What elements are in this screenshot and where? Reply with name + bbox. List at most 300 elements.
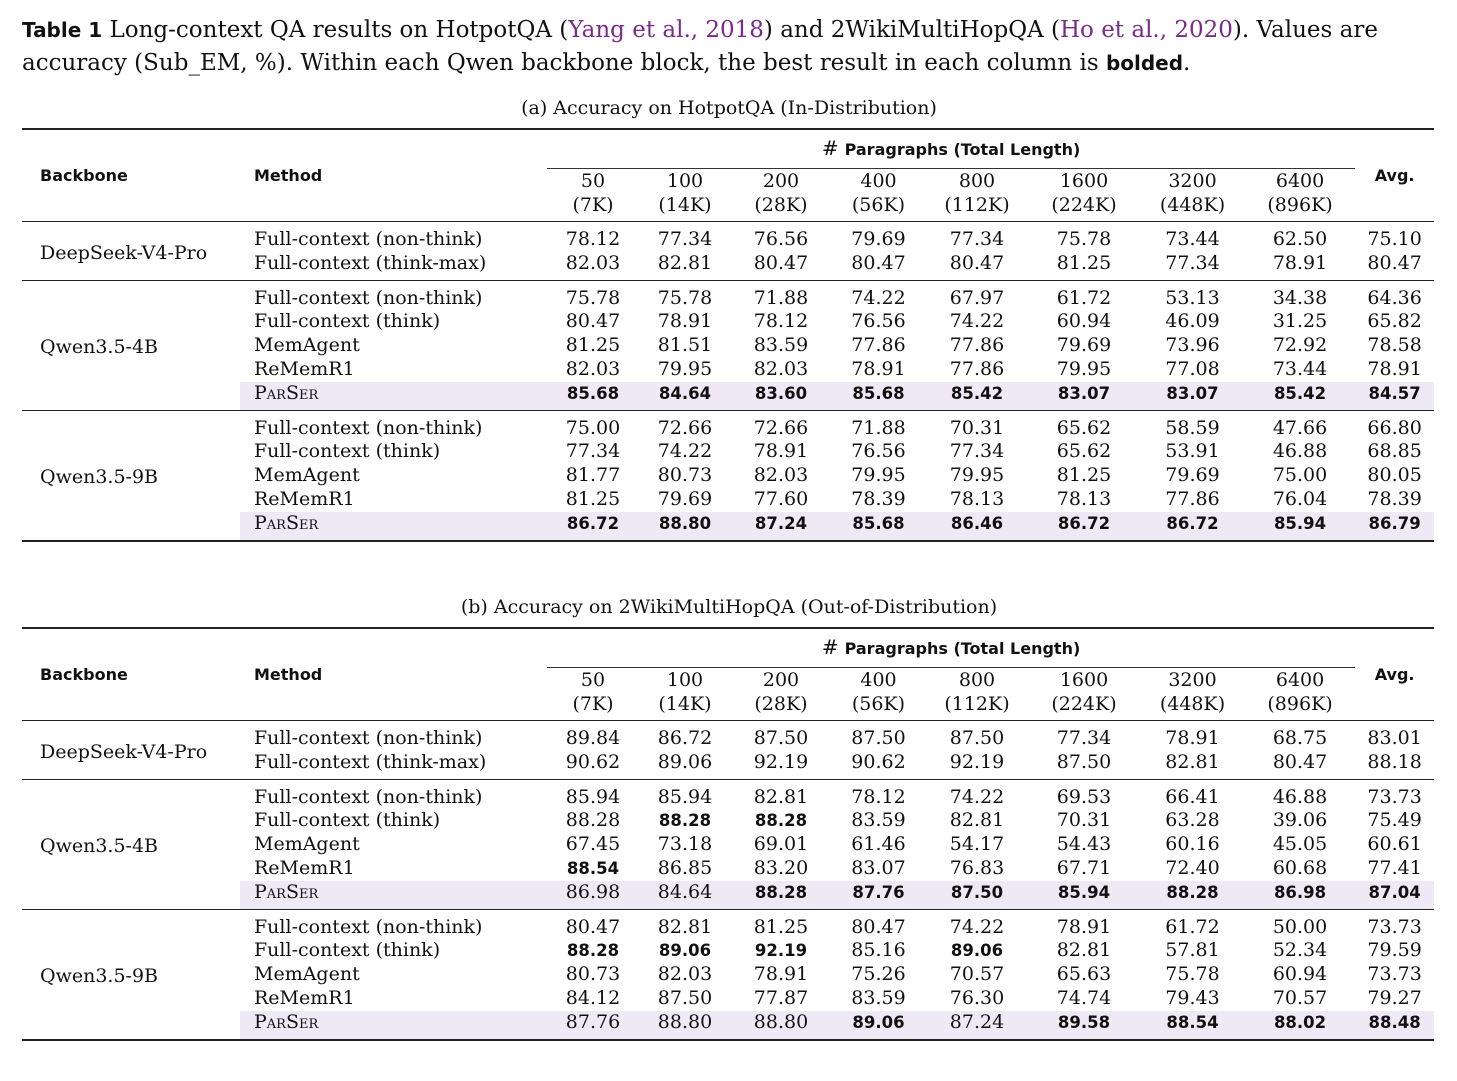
value-cell: 87.50 <box>831 721 926 751</box>
value-cell: 75.78 <box>1165 963 1220 986</box>
value-cell: 60.16 <box>1165 833 1220 856</box>
value-cell: 85.68 <box>831 512 926 541</box>
value-cell: 86.72 <box>639 721 731 751</box>
value-cell: 85.68 <box>831 382 926 410</box>
value-cell: 83.01 <box>1355 721 1434 751</box>
value-cell: 75.00 <box>1272 464 1328 487</box>
value-cell: 82.81 <box>657 251 713 274</box>
method-label: Full-context (non-think) <box>240 909 547 939</box>
value-cell: 80.73 <box>657 464 713 487</box>
caption-text-1: Long-context QA results on HotpotQA ( <box>102 17 569 43</box>
column-header-length: (14K) <box>658 194 712 216</box>
value-cell: 75.78 <box>639 280 731 310</box>
value-cell: 67.45 <box>565 833 621 856</box>
method-label: ReMemR1 <box>254 856 355 879</box>
column-header-method: Method <box>254 165 323 185</box>
value-cell: 90.62 <box>565 750 621 773</box>
value-cell: 78.91 <box>1272 251 1328 274</box>
value-cell: 88.54 <box>566 858 620 878</box>
value-cell: 80.05 <box>1367 464 1422 487</box>
value-cell: 76.83 <box>949 856 1005 879</box>
column-header-avg: Avg. <box>1374 165 1415 185</box>
value-cell: 65.62 <box>1028 410 1140 440</box>
value-cell: 76.04 <box>1272 487 1328 510</box>
method-label: Full-context (non-think) <box>240 779 547 809</box>
value-cell: 83.07 <box>1140 382 1245 410</box>
value-cell: 82.03 <box>753 357 809 380</box>
column-header-count: 6400 <box>1245 169 1355 194</box>
column-header-length: (14K) <box>658 693 712 715</box>
column-header-count: 50 <box>547 169 639 194</box>
method-label: Full-context (non-think) <box>240 721 547 751</box>
value-cell: 78.91 <box>753 963 809 986</box>
value-cell: 74.22 <box>926 909 1028 939</box>
column-header-length: (7K) <box>572 194 614 216</box>
method-label: Full-context (non-think) <box>240 410 547 440</box>
column-header-paragraphs <box>547 129 1355 169</box>
value-cell: 72.92 <box>1272 334 1328 357</box>
value-cell: 64.36 <box>1355 280 1434 310</box>
value-cell: 53.91 <box>1165 440 1220 463</box>
value-cell: 88.54 <box>1140 1011 1245 1040</box>
value-cell: 88.80 <box>639 512 731 541</box>
value-cell: 77.34 <box>1028 721 1140 751</box>
column-header-length: (112K) <box>944 693 1010 715</box>
value-cell: 79.69 <box>831 222 926 252</box>
value-cell: 73.44 <box>1272 357 1328 380</box>
value-cell: 70.31 <box>1056 809 1112 832</box>
backbone-label: Qwen3.5-9B <box>22 410 240 540</box>
backbone-label: DeepSeek-V4-Pro <box>22 721 240 780</box>
value-cell: 46.88 <box>1245 779 1355 809</box>
value-cell: 68.85 <box>1367 440 1422 463</box>
value-cell: 88.28 <box>754 811 808 831</box>
caption-bold-word: bolded <box>1105 51 1184 75</box>
value-cell: 78.12 <box>547 222 639 252</box>
hash-symbol: # <box>821 136 839 160</box>
method-label: ReMemR1 <box>254 487 355 510</box>
value-cell: 89.58 <box>1028 1011 1140 1040</box>
value-cell: 78.91 <box>1140 721 1245 751</box>
value-cell: 83.07 <box>1028 382 1140 410</box>
value-cell: 78.91 <box>1367 357 1422 380</box>
value-cell: 82.81 <box>639 909 731 939</box>
value-cell: 85.68 <box>547 382 639 410</box>
value-cell: 80.47 <box>565 310 621 333</box>
value-cell: 85.94 <box>1245 512 1355 541</box>
column-header-length: (112K) <box>944 194 1010 216</box>
method-label: ParSer <box>240 382 547 410</box>
value-cell: 72.40 <box>1165 856 1220 879</box>
value-cell: 60.94 <box>1056 310 1112 333</box>
value-cell: 88.28 <box>658 811 712 831</box>
value-cell: 54.17 <box>949 833 1005 856</box>
value-cell: 83.60 <box>731 382 831 410</box>
method-label: Full-context (think-max) <box>254 251 487 274</box>
column-header-count: 200 <box>731 169 831 194</box>
value-cell: 87.50 <box>926 721 1028 751</box>
value-cell: 87.50 <box>1056 750 1112 773</box>
value-cell: 85.42 <box>1245 382 1355 410</box>
column-header-length: (448K) <box>1159 194 1226 216</box>
column-header-backbone: Backbone <box>40 165 128 185</box>
value-cell: 62.50 <box>1245 222 1355 252</box>
value-cell: 74.22 <box>926 779 1028 809</box>
value-cell: 82.81 <box>1056 939 1112 962</box>
value-cell: 60.94 <box>1272 963 1328 986</box>
column-header-count: 6400 <box>1245 668 1355 693</box>
value-cell: 88.80 <box>639 1011 731 1040</box>
value-cell: 45.05 <box>1272 833 1328 856</box>
citation-link-yang[interactable]: Yang et al., 2018 <box>568 17 764 43</box>
value-cell: 70.57 <box>949 963 1005 986</box>
table-a-subtitle: (a) Accuracy on HotpotQA (In-Distribution) <box>521 97 937 119</box>
method-label: Full-context (think) <box>254 310 441 333</box>
value-cell: 92.19 <box>949 750 1005 773</box>
value-cell: 85.94 <box>639 779 731 809</box>
value-cell: 61.46 <box>851 833 906 856</box>
value-cell: 84.64 <box>639 382 731 410</box>
method-label: ParSer <box>240 881 547 909</box>
method-label: ParSer <box>240 1011 547 1040</box>
value-cell: 86.46 <box>926 512 1028 541</box>
value-cell: 73.96 <box>1165 334 1220 357</box>
value-cell: 87.76 <box>547 1011 639 1040</box>
value-cell: 80.47 <box>851 251 906 274</box>
value-cell: 47.66 <box>1245 410 1355 440</box>
value-cell: 79.95 <box>657 357 713 380</box>
value-cell: 83.59 <box>851 986 906 1009</box>
column-header-length: (28K) <box>754 693 808 715</box>
value-cell: 77.60 <box>753 487 809 510</box>
value-cell: 87.24 <box>926 1011 1028 1040</box>
value-cell: 78.13 <box>1056 487 1112 510</box>
value-cell: 54.43 <box>1056 833 1112 856</box>
column-header-length: (224K) <box>1051 194 1117 216</box>
value-cell: 75.78 <box>1028 222 1140 252</box>
value-cell: 60.68 <box>1272 856 1328 879</box>
column-header-paragraphs <box>547 628 1355 668</box>
column-header-count: 100 <box>639 668 731 693</box>
column-header-count: 3200 <box>1140 169 1245 194</box>
table-row <box>22 222 1434 252</box>
value-cell: 63.28 <box>1165 809 1220 832</box>
value-cell: 74.22 <box>831 280 926 310</box>
value-cell: 88.80 <box>731 1011 831 1040</box>
column-header-count: 800 <box>926 668 1028 693</box>
value-cell: 83.07 <box>851 856 906 879</box>
value-cell: 78.39 <box>1367 487 1422 510</box>
column-header-length: (224K) <box>1051 693 1117 715</box>
column-header-length: (7K) <box>572 693 614 715</box>
table-b-subtitle: (b) Accuracy on 2WikiMultiHopQA (Out-of-Distribution) <box>460 596 998 618</box>
value-cell: 86.72 <box>1028 512 1140 541</box>
value-cell: 72.66 <box>731 410 831 440</box>
value-cell: 83.59 <box>753 334 809 357</box>
value-cell: 83.20 <box>753 856 809 879</box>
backbone-label: DeepSeek-V4-Pro <box>22 222 240 281</box>
value-cell: 77.34 <box>1165 251 1220 274</box>
value-cell: 34.38 <box>1245 280 1355 310</box>
value-cell: 80.47 <box>547 909 639 939</box>
value-cell: 58.59 <box>1140 410 1245 440</box>
citation-link-ho[interactable]: Ho et al., 2020 <box>1059 17 1233 43</box>
value-cell: 74.74 <box>1056 986 1112 1009</box>
value-cell: 75.49 <box>1367 809 1422 832</box>
column-header-length: (448K) <box>1159 693 1226 715</box>
value-cell: 80.47 <box>949 251 1005 274</box>
value-cell: 79.95 <box>949 464 1005 487</box>
value-cell: 79.95 <box>1056 357 1112 380</box>
value-cell: 87.50 <box>926 881 1028 909</box>
method-label: MemAgent <box>254 334 360 357</box>
value-cell: 68.75 <box>1245 721 1355 751</box>
value-cell: 75.26 <box>851 963 906 986</box>
backbone-label: Qwen3.5-4B <box>22 280 240 410</box>
column-header-length: (896K) <box>1267 693 1333 715</box>
column-header-method: Method <box>254 664 323 684</box>
value-cell: 79.43 <box>1165 986 1220 1009</box>
column-header-count: 400 <box>831 169 926 194</box>
value-cell: 90.62 <box>851 750 906 773</box>
value-cell: 77.87 <box>753 986 809 1009</box>
value-cell: 39.06 <box>1272 809 1328 832</box>
column-header-length: (896K) <box>1267 194 1333 216</box>
value-cell: 86.72 <box>547 512 639 541</box>
value-cell: 85.16 <box>851 939 906 962</box>
value-cell: 71.88 <box>831 410 926 440</box>
value-cell: 81.77 <box>565 464 621 487</box>
method-label: Full-context (think-max) <box>254 750 487 773</box>
value-cell: 79.27 <box>1367 986 1422 1009</box>
value-cell: 87.76 <box>831 881 926 909</box>
value-cell: 78.13 <box>949 487 1005 510</box>
backbone-label: Qwen3.5-9B <box>22 909 240 1039</box>
value-cell: 77.41 <box>1367 856 1422 879</box>
value-cell: 87.50 <box>657 986 713 1009</box>
caption-text-2: ) and 2WikiMultiHopQA ( <box>763 17 1060 43</box>
value-cell: 77.86 <box>1165 487 1220 510</box>
value-cell: 72.66 <box>639 410 731 440</box>
value-cell: 77.86 <box>949 334 1005 357</box>
column-header-count: 400 <box>831 668 926 693</box>
table-row <box>22 909 1434 939</box>
value-cell: 60.61 <box>1367 833 1422 856</box>
value-cell: 70.31 <box>926 410 1028 440</box>
method-label: ReMemR1 <box>254 357 355 380</box>
caption-text-3: ). Values are accuracy (Sub_EM, %). Within each Qwen backbone block, the best result in each column is <box>22 17 1378 76</box>
method-label: MemAgent <box>254 963 360 986</box>
paragraphs-label: Paragraphs (Total Length) <box>844 140 1081 159</box>
value-cell: 85.94 <box>1028 881 1140 909</box>
value-cell: 87.24 <box>731 512 831 541</box>
value-cell: 79.69 <box>657 487 713 510</box>
column-header-count: 1600 <box>1028 668 1140 693</box>
column-header-length: (56K) <box>851 194 906 216</box>
value-cell: 75.78 <box>547 280 639 310</box>
column-header-backbone: Backbone <box>40 664 128 684</box>
value-cell: 67.71 <box>1056 856 1112 879</box>
value-cell: 31.25 <box>1272 310 1328 333</box>
value-cell: 89.06 <box>658 941 712 961</box>
value-cell: 65.82 <box>1367 310 1422 333</box>
value-cell: 86.72 <box>1140 512 1245 541</box>
value-cell: 76.56 <box>851 310 906 333</box>
value-cell: 65.63 <box>1056 963 1112 986</box>
table-row <box>22 410 1434 440</box>
value-cell: 92.19 <box>753 750 809 773</box>
value-cell: 67.97 <box>926 280 1028 310</box>
method-label: Full-context (think) <box>254 440 441 463</box>
method-label: Full-context (non-think) <box>240 280 547 310</box>
value-cell: 76.56 <box>731 222 831 252</box>
value-cell: 78.91 <box>657 310 713 333</box>
value-cell: 78.39 <box>851 487 906 510</box>
column-header-avg: Avg. <box>1374 664 1415 684</box>
value-cell: 57.81 <box>1165 939 1220 962</box>
value-cell: 92.19 <box>754 941 808 961</box>
column-header-count: 800 <box>926 169 1028 194</box>
method-label: ParSer <box>240 512 547 541</box>
value-cell: 73.18 <box>657 833 713 856</box>
value-cell: 50.00 <box>1245 909 1355 939</box>
value-cell: 87.04 <box>1355 881 1434 909</box>
column-header-count: 1600 <box>1028 169 1140 194</box>
value-cell: 89.06 <box>950 941 1004 961</box>
method-label: Full-context (think) <box>254 939 441 962</box>
value-cell: 88.28 <box>731 881 831 909</box>
table-row <box>22 779 1434 809</box>
value-cell: 85.94 <box>547 779 639 809</box>
value-cell: 81.25 <box>1056 464 1112 487</box>
value-cell: 79.69 <box>1165 464 1220 487</box>
value-cell: 61.72 <box>1028 280 1140 310</box>
value-cell: 89.84 <box>547 721 639 751</box>
value-cell: 69.01 <box>753 833 809 856</box>
header-row <box>22 628 1434 668</box>
table-row <box>22 280 1434 310</box>
value-cell: 82.81 <box>949 809 1005 832</box>
value-cell: 78.91 <box>1028 909 1140 939</box>
backbone-label: Qwen3.5-4B <box>22 779 240 909</box>
value-cell: 89.06 <box>831 1011 926 1040</box>
header-row <box>22 129 1434 169</box>
value-cell: 75.00 <box>547 410 639 440</box>
value-cell: 81.25 <box>565 487 621 510</box>
column-header-count: 200 <box>731 668 831 693</box>
value-cell: 77.34 <box>949 440 1005 463</box>
caption-label: Table 1 <box>22 18 103 42</box>
value-cell: 81.25 <box>565 334 621 357</box>
value-cell: 86.79 <box>1355 512 1434 541</box>
value-cell: 84.64 <box>639 881 731 909</box>
value-cell: 80.47 <box>1272 750 1328 773</box>
value-cell: 75.10 <box>1355 222 1434 252</box>
value-cell: 78.91 <box>753 440 809 463</box>
value-cell: 84.57 <box>1355 382 1434 410</box>
value-cell: 77.86 <box>949 357 1005 380</box>
value-cell: 73.73 <box>1367 963 1422 986</box>
value-cell: 78.58 <box>1367 334 1422 357</box>
value-cell: 77.08 <box>1165 357 1220 380</box>
table-a-hotpotqa <box>22 128 1434 542</box>
value-cell: 81.51 <box>657 334 713 357</box>
column-header-length: (28K) <box>754 194 808 216</box>
table-caption <box>22 14 1436 80</box>
value-cell: 82.81 <box>1165 750 1220 773</box>
value-cell: 79.59 <box>1367 939 1422 962</box>
value-cell: 65.62 <box>1056 440 1112 463</box>
column-header-count: 3200 <box>1140 668 1245 693</box>
method-label: Full-context (think) <box>254 809 441 832</box>
value-cell: 79.95 <box>851 464 906 487</box>
value-cell: 83.59 <box>851 809 906 832</box>
value-cell: 79.69 <box>1056 334 1112 357</box>
value-cell: 86.98 <box>1245 881 1355 909</box>
value-cell: 77.34 <box>926 222 1028 252</box>
value-cell: 81.25 <box>1056 251 1112 274</box>
value-cell: 80.47 <box>753 251 809 274</box>
value-cell: 87.50 <box>731 721 831 751</box>
value-cell: 89.06 <box>657 750 713 773</box>
value-cell: 82.03 <box>565 357 621 380</box>
column-header-count: 100 <box>639 169 731 194</box>
value-cell: 46.88 <box>1272 440 1328 463</box>
value-cell: 88.02 <box>1245 1011 1355 1040</box>
value-cell: 82.81 <box>731 779 831 809</box>
value-cell: 81.25 <box>731 909 831 939</box>
paragraphs-label: Paragraphs (Total Length) <box>844 639 1081 658</box>
method-label: ReMemR1 <box>254 986 355 1009</box>
value-cell: 88.28 <box>566 941 620 961</box>
value-cell: 73.73 <box>1355 779 1434 809</box>
column-header-count: 50 <box>547 668 639 693</box>
table-b-2wikimultihopqa <box>22 627 1434 1041</box>
value-cell: 80.47 <box>1367 251 1422 274</box>
value-cell: 61.72 <box>1140 909 1245 939</box>
value-cell: 86.98 <box>547 881 639 909</box>
value-cell: 52.34 <box>1272 939 1328 962</box>
column-header-length: (56K) <box>851 693 906 715</box>
value-cell: 76.30 <box>949 986 1005 1009</box>
value-cell: 73.73 <box>1355 909 1434 939</box>
value-cell: 76.56 <box>851 440 906 463</box>
caption-text-4: . <box>1183 50 1191 76</box>
value-cell: 66.80 <box>1355 410 1434 440</box>
value-cell: 53.13 <box>1140 280 1245 310</box>
table-row <box>22 721 1434 751</box>
value-cell: 88.48 <box>1355 1011 1434 1040</box>
value-cell: 66.41 <box>1140 779 1245 809</box>
value-cell: 88.28 <box>565 809 621 832</box>
value-cell: 82.03 <box>565 251 621 274</box>
value-cell: 71.88 <box>731 280 831 310</box>
value-cell: 80.73 <box>565 963 621 986</box>
value-cell: 82.03 <box>657 963 713 986</box>
value-cell: 74.22 <box>657 440 713 463</box>
value-cell: 73.44 <box>1140 222 1245 252</box>
value-cell: 77.86 <box>851 334 906 357</box>
value-cell: 88.18 <box>1367 750 1422 773</box>
value-cell: 82.03 <box>753 464 809 487</box>
value-cell: 74.22 <box>949 310 1005 333</box>
value-cell: 78.12 <box>831 779 926 809</box>
hash-symbol: # <box>821 635 839 659</box>
value-cell: 84.12 <box>565 986 621 1009</box>
value-cell: 80.47 <box>831 909 926 939</box>
method-label: MemAgent <box>254 464 360 487</box>
value-cell: 88.28 <box>1140 881 1245 909</box>
